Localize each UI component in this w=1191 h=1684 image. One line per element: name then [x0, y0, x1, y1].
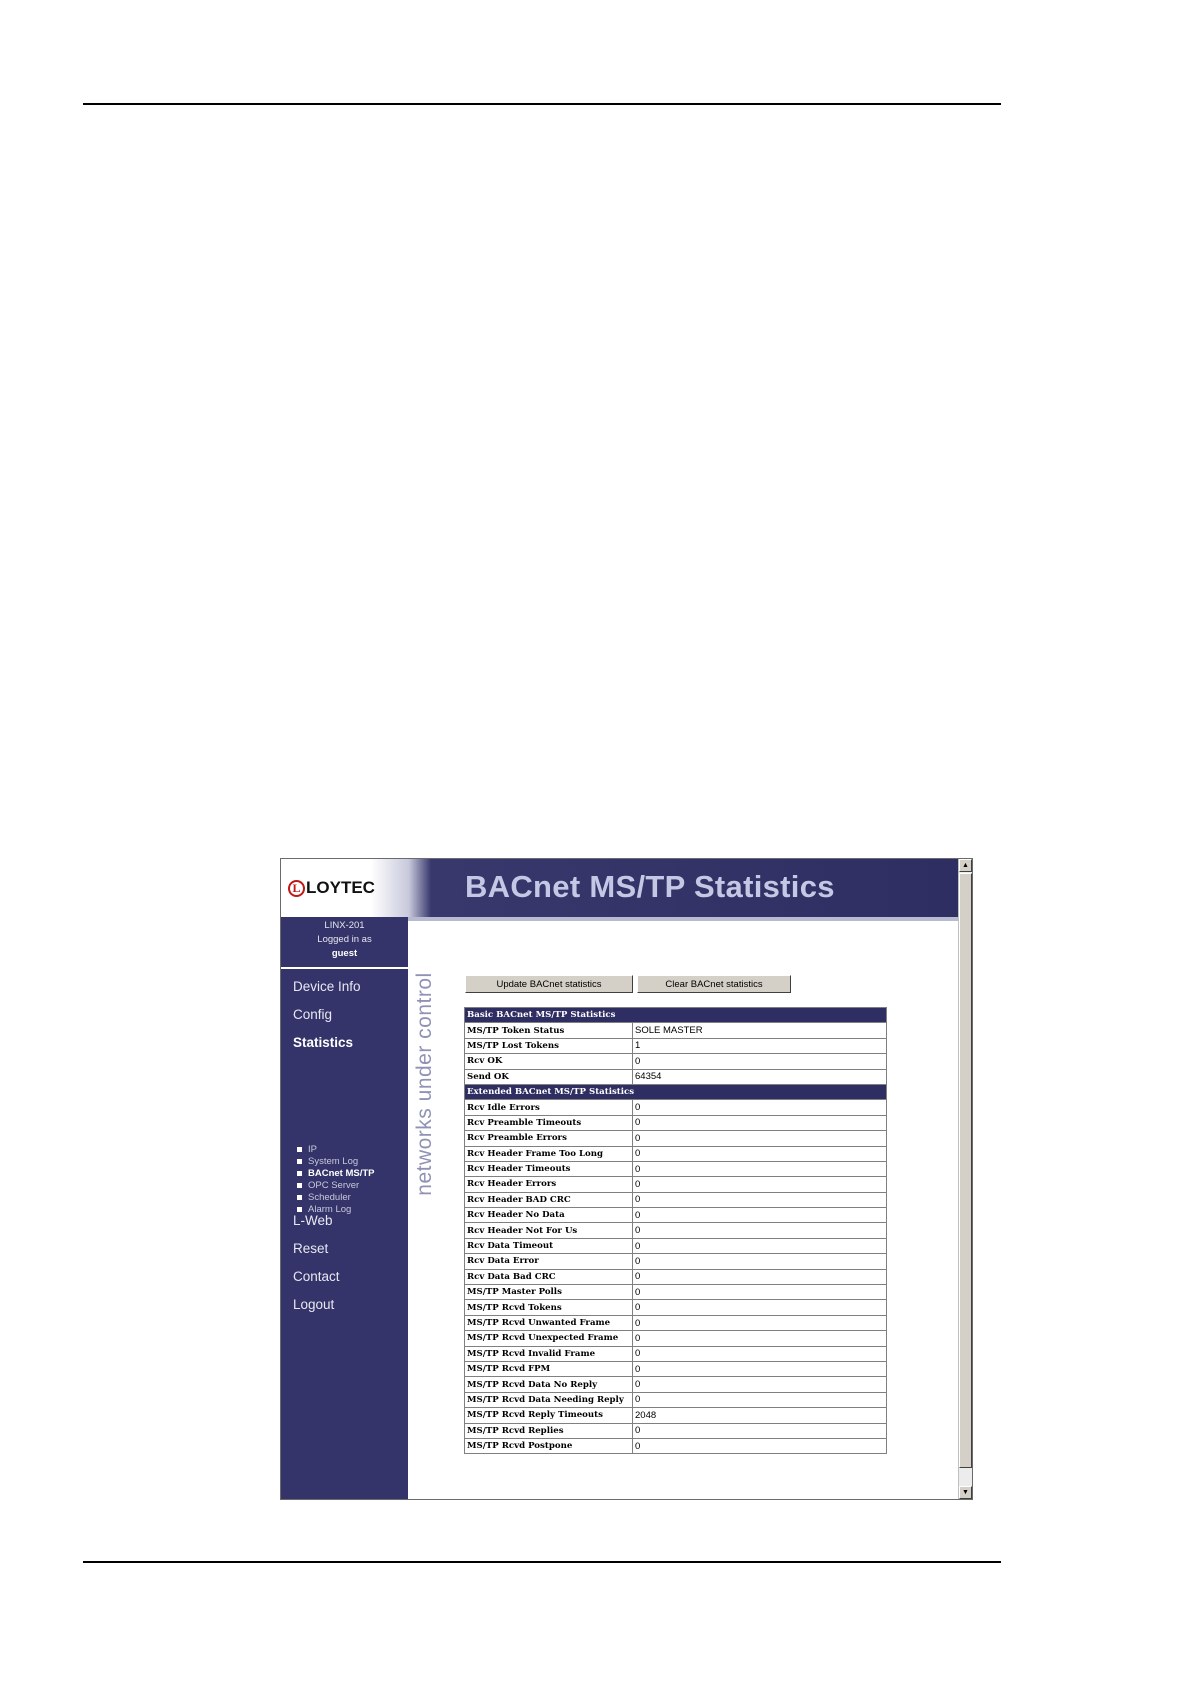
table-row	[465, 1238, 887, 1253]
stat-label: Rcv Header Timeouts	[465, 1161, 633, 1176]
table-row	[465, 1161, 887, 1176]
table-row	[465, 1069, 887, 1084]
table-row	[465, 1346, 887, 1361]
table-row	[465, 1038, 887, 1053]
section-title: Basic BACnet MS/TP Statistics	[465, 1008, 887, 1023]
device-name: LINX-201	[324, 920, 365, 931]
stat-label: MS/TP Master Polls	[465, 1285, 633, 1300]
nav-reset[interactable]: Reset	[293, 1241, 329, 1256]
table-row	[465, 1131, 887, 1146]
stat-label: Rcv Header Frame Too Long	[465, 1146, 633, 1161]
table-row	[465, 1100, 887, 1115]
stat-value: 0	[633, 1223, 887, 1238]
stat-label: Rcv Data Timeout	[465, 1238, 633, 1253]
stat-value: 0	[633, 1238, 887, 1253]
stat-value: 0	[633, 1315, 887, 1330]
subnav-ip[interactable]	[297, 1143, 375, 1155]
stat-value: 64354	[633, 1069, 887, 1084]
stat-value: 0	[633, 1254, 887, 1269]
stat-value: 0	[633, 1146, 887, 1161]
table-row	[465, 1023, 887, 1038]
nav-statistics[interactable]: Statistics	[293, 1035, 354, 1050]
table-row	[465, 1115, 887, 1130]
table-row	[465, 1392, 887, 1407]
bottom-page-rule	[83, 1561, 1001, 1563]
header-divider	[408, 917, 959, 921]
statistics-subnav	[297, 1143, 375, 1215]
subnav-alarm-log-label: Alarm Log	[308, 1203, 352, 1215]
clear-statistics-button[interactable]: Clear BACnet statistics	[637, 975, 791, 993]
stat-label: MS/TP Token Status	[465, 1023, 633, 1038]
stat-value: 0	[633, 1285, 887, 1300]
subnav-bacnet-mstp[interactable]	[297, 1167, 375, 1179]
stat-label: Rcv Header Not For Us	[465, 1223, 633, 1238]
table-row	[465, 1331, 887, 1346]
table-row	[465, 1254, 887, 1269]
stat-label: MS/TP Rcvd Invalid Frame	[465, 1346, 633, 1361]
nav-contact[interactable]: Contact	[293, 1269, 340, 1284]
table-section-header	[465, 1008, 887, 1023]
nav-lweb[interactable]: L-Web	[293, 1213, 333, 1228]
subnav-opc-server[interactable]	[297, 1179, 375, 1191]
stat-value: 0	[633, 1269, 887, 1284]
sidebar	[281, 917, 408, 1500]
loytec-logo[interactable]	[288, 876, 375, 900]
table-row	[465, 1285, 887, 1300]
table-row	[465, 1438, 887, 1453]
subnav-scheduler-label: Scheduler	[308, 1191, 351, 1203]
subnav-system-log[interactable]	[297, 1155, 375, 1167]
table-row	[465, 1269, 887, 1284]
tagline-text: networks under control	[413, 972, 436, 1196]
table-row	[465, 1315, 887, 1330]
bullet-icon	[297, 1171, 302, 1176]
stat-label: Rcv OK	[465, 1054, 633, 1069]
down-arrow-icon[interactable]: ▼	[959, 1486, 972, 1499]
bullet-icon	[297, 1195, 302, 1200]
stat-value: 0	[633, 1192, 887, 1207]
stat-label: Rcv Header Errors	[465, 1177, 633, 1192]
bullet-icon	[297, 1207, 302, 1212]
nav-device-info[interactable]: Device Info	[293, 979, 361, 994]
stat-label: Rcv Header BAD CRC	[465, 1192, 633, 1207]
bullet-icon	[297, 1159, 302, 1164]
stat-label: MS/TP Rcvd Reply Timeouts	[465, 1408, 633, 1423]
scrollbar-thumb[interactable]	[959, 873, 972, 1468]
logo-mark-icon: L	[288, 880, 305, 897]
stat-label: MS/TP Rcvd Unexpected Frame	[465, 1331, 633, 1346]
stat-label: Rcv Preamble Errors	[465, 1131, 633, 1146]
stat-value: 0	[633, 1438, 887, 1453]
page-title: BACnet MS/TP Statistics	[465, 869, 835, 904]
stat-label: MS/TP Rcvd Replies	[465, 1423, 633, 1438]
bullet-icon	[297, 1183, 302, 1188]
statistics-table	[464, 1007, 887, 1454]
browser-screenshot	[280, 858, 973, 1500]
page-header	[281, 859, 959, 917]
stat-label: Rcv Header No Data	[465, 1208, 633, 1223]
stat-value: 0	[633, 1115, 887, 1130]
stat-label: MS/TP Rcvd FPM	[465, 1361, 633, 1376]
nav-config[interactable]: Config	[293, 1007, 333, 1022]
table-row	[465, 1423, 887, 1438]
update-statistics-button[interactable]: Update BACnet statistics	[465, 975, 633, 993]
table-row	[465, 1223, 887, 1238]
section-title: Extended BACnet MS/TP Statistics	[465, 1084, 887, 1099]
stat-value: 0	[633, 1177, 887, 1192]
stat-value: 1	[633, 1038, 887, 1053]
stat-value: 0	[633, 1100, 887, 1115]
subnav-system-log-label: System Log	[308, 1155, 359, 1167]
stat-value: 0	[633, 1346, 887, 1361]
nav-logout[interactable]: Logout	[293, 1297, 335, 1312]
stat-value: 0	[633, 1392, 887, 1407]
table-row	[465, 1408, 887, 1423]
table-row	[465, 1146, 887, 1161]
bullet-icon	[297, 1147, 302, 1152]
table-row	[465, 1361, 887, 1376]
stat-value: 2048	[633, 1408, 887, 1423]
subnav-scheduler[interactable]	[297, 1191, 375, 1203]
username: guest	[331, 948, 358, 959]
sidebar-divider	[281, 967, 408, 969]
table-row	[465, 1177, 887, 1192]
vertical-scrollbar[interactable]	[958, 859, 972, 1499]
stat-label: MS/TP Rcvd Tokens	[465, 1300, 633, 1315]
stat-label: Send OK	[465, 1069, 633, 1084]
stat-value: 0	[633, 1054, 887, 1069]
table-section-header	[465, 1084, 887, 1099]
stat-value: 0	[633, 1361, 887, 1376]
stat-value: 0	[633, 1300, 887, 1315]
stat-value: 0	[633, 1331, 887, 1346]
stat-label: Rcv Idle Errors	[465, 1100, 633, 1115]
stat-value: 0	[633, 1377, 887, 1392]
table-row	[465, 1054, 887, 1069]
stat-label: MS/TP Rcvd Unwanted Frame	[465, 1315, 633, 1330]
table-row	[465, 1377, 887, 1392]
top-page-rule	[83, 103, 1001, 105]
stat-label: Rcv Data Error	[465, 1254, 633, 1269]
stat-value: SOLE MASTER	[633, 1023, 887, 1038]
login-info	[281, 917, 408, 965]
stat-label: MS/TP Rcvd Postpone	[465, 1438, 633, 1453]
stat-value: 0	[633, 1161, 887, 1176]
subnav-bacnet-mstp-label: BACnet MS/TP	[308, 1167, 375, 1179]
logged-in-label: Logged in as	[317, 934, 372, 945]
subnav-opc-server-label: OPC Server	[308, 1179, 360, 1191]
stat-label: Rcv Preamble Timeouts	[465, 1115, 633, 1130]
tagline-vertical	[408, 959, 442, 1209]
table-row	[465, 1192, 887, 1207]
stat-value: 0	[633, 1423, 887, 1438]
up-arrow-icon[interactable]: ▲	[959, 859, 972, 872]
stat-value: 0	[633, 1208, 887, 1223]
logo-text: LOYTEC	[306, 878, 375, 897]
table-row	[465, 1300, 887, 1315]
stat-label: MS/TP Rcvd Data No Reply	[465, 1377, 633, 1392]
stat-label: MS/TP Rcvd Data Needing Reply	[465, 1392, 633, 1407]
stat-label: Rcv Data Bad CRC	[465, 1269, 633, 1284]
stat-value: 0	[633, 1131, 887, 1146]
stat-label: MS/TP Lost Tokens	[465, 1038, 633, 1053]
subnav-ip-label: IP	[308, 1143, 317, 1155]
table-row	[465, 1208, 887, 1223]
